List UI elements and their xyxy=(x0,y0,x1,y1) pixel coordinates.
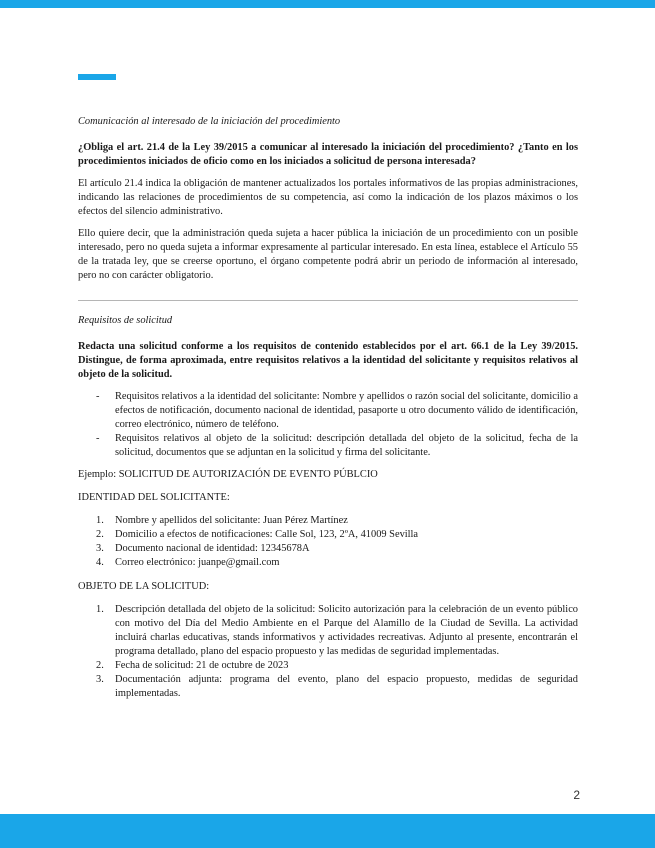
item-number: 3. xyxy=(96,543,104,554)
list-item xyxy=(78,673,578,701)
answer-paragraph-1: El artículo 21.4 indica la obligación de mantener actualizados los portales informativos de las propias administraciones, indicando las relaciones de procedimientos de su competencia, así como la indicación de los plazos máximos o los efectos del silencio administrativo. xyxy=(78,178,578,217)
example-label: Ejemplo: xyxy=(78,469,117,480)
item-number: 1. xyxy=(96,604,104,615)
question-art-66-1: Redacta una solicitud conforme a los requisitos de contenido establecidos por el art. 66.1 de la Ley 39/2015. Distingue, de forma aproximada, entre requisitos relativos a la identidad del solicitante y requisitos relativos al objeto de la solicitud. xyxy=(78,341,578,380)
list-item xyxy=(78,390,578,432)
object-date: Fecha de solicitud: 21 de octubre de 2023 xyxy=(115,660,289,671)
identity-list xyxy=(78,514,578,570)
item-number: 4. xyxy=(96,557,104,568)
object-description: Descripción detallada del objeto de la solicitud: Solicito autorización para la celebración de un evento público con motivo del Día del Medio Ambiente en el Parque del Alamillo de la Ciudad de Sevilla. La actividad incluirá charlas educativas, stands informativos y actividades recreativas. Adjunto al presente, encontrarán el programa detallado, plano del espacio propuesto y las medidas de seguridad implementadas. xyxy=(115,604,578,657)
list-item xyxy=(78,432,578,460)
identity-dni: Documento nacional de identidad: 12345678A xyxy=(115,543,310,554)
document-body xyxy=(78,115,578,711)
item-number: 1. xyxy=(96,515,104,526)
list-item xyxy=(78,659,578,673)
list-item xyxy=(78,528,578,542)
object-heading: OBJETO DE LA SOLICITUD: xyxy=(78,581,210,592)
item-number: 2. xyxy=(96,660,104,671)
identity-heading: IDENTIDAD DEL SOLICITANTE: xyxy=(78,492,230,503)
list-item xyxy=(78,603,578,659)
identity-name: Nombre y apellidos del solicitante: Juan Pérez Martínez xyxy=(115,515,348,526)
bottom-accent-bar xyxy=(0,814,655,848)
top-accent-bar xyxy=(0,0,655,8)
answer-paragraph-2: Ello quiere decir, que la administración queda sujeta a hacer pública la iniciación de un procedimiento con un posible interesado, pero no queda sujeta a informar expresamente al particular interesado. En esta línea, establece el Artículo 55 de la tratada ley, que se creerse oportuno, el órgano competente podrá abrir un periodo de información al interesado, pero no con carácter obligatorio. xyxy=(78,228,578,281)
item-number: 3. xyxy=(96,674,104,685)
dash-marker: - xyxy=(96,433,100,444)
requirements-list xyxy=(78,390,578,460)
object-attachments: Documentación adjunta: programa del evento, plano del espacio propuesto, medidas de seguridad implementadas. xyxy=(115,674,578,699)
requirement-identity: Requisitos relativos a la identidad del solicitante: Nombre y apellidos o razón social del solicitante, domicilio a efectos de notificación, documento nacional de identidad, pasaporte u otro documento válido de identificación, correo electrónico, número de teléfono. xyxy=(115,391,578,430)
section-divider xyxy=(78,300,578,301)
header-accent-mark xyxy=(78,74,116,80)
object-list xyxy=(78,603,578,701)
list-item xyxy=(78,542,578,556)
identity-address: Domicilio a efectos de notificaciones: Calle Sol, 123, 2ºA, 41009 Sevilla xyxy=(115,529,419,540)
identity-email: Correo electrónico: juanpe@gmail.com xyxy=(115,557,280,568)
list-item xyxy=(78,556,578,570)
question-art-21-4: ¿Obliga el art. 21.4 de la Ley 39/2015 a comunicar al interesado la iniciación del procedimiento? ¿Tanto en los procedimientos iniciados de oficio como en los iniciados a solicitud de persona interesada? xyxy=(78,142,578,167)
example-title: SOLICITUD DE AUTORIZACIÓN DE EVENTO PÚBLCIO xyxy=(118,469,378,480)
item-number: 2. xyxy=(96,529,104,540)
section-title-requirements: Requisitos de solicitud xyxy=(78,315,173,326)
requirement-object: Requisitos relativos al objeto de la solicitud: descripción detallada del objeto de la solicitud, fecha de la solicitud, documentos que se adjuntan en la solicitud y firma del solicitante. xyxy=(115,433,578,458)
example-line xyxy=(78,468,578,482)
section-title-communication: Comunicación al interesado de la iniciación del procedimiento xyxy=(78,116,341,127)
list-item xyxy=(78,514,578,528)
dash-marker: - xyxy=(96,391,100,402)
page-number: 2 xyxy=(573,788,580,802)
